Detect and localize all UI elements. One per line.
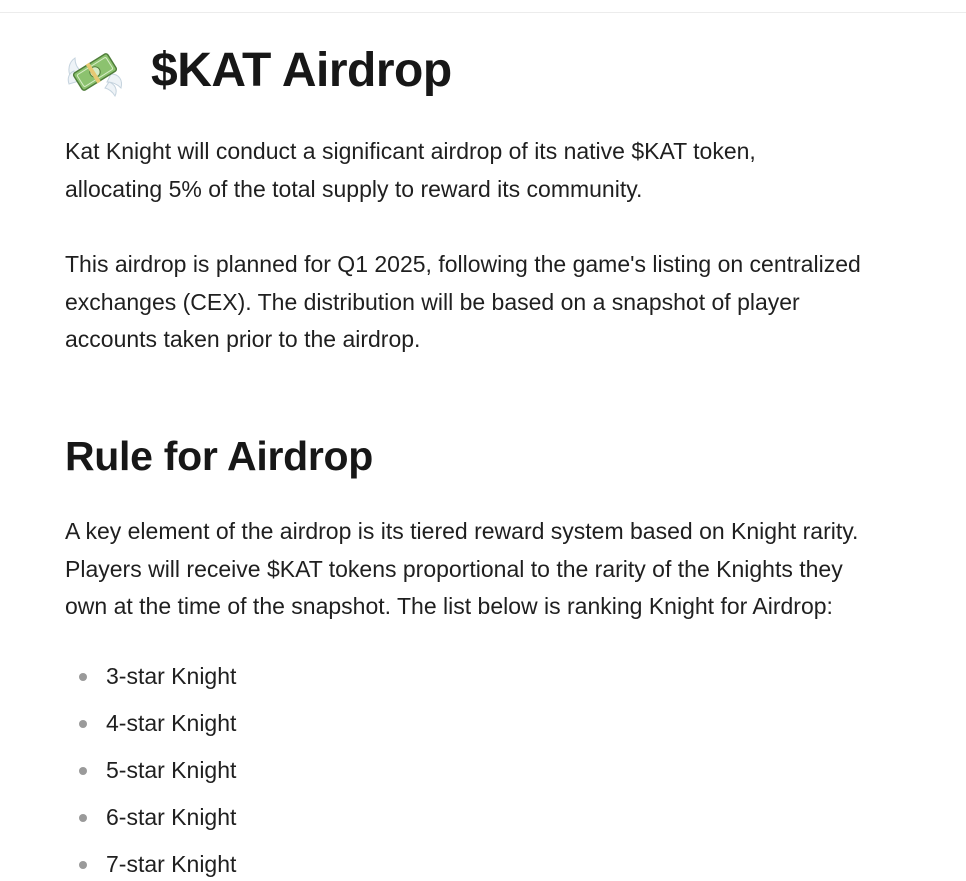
money-with-wings-icon [65, 40, 125, 100]
list-item [65, 794, 236, 841]
bullet-icon [79, 767, 87, 775]
list-item-label: 4-star Knight [106, 710, 237, 736]
intro-line: allocating 5% of the total supply to reward its community. [65, 175, 643, 202]
list-item [65, 700, 236, 747]
list-item-label: 6-star Knight [106, 804, 237, 830]
list-item [65, 653, 236, 700]
schedule-paragraph [65, 246, 945, 359]
right-wing [105, 74, 122, 96]
list-item [65, 747, 236, 794]
title-row [65, 38, 452, 102]
list-item [65, 841, 236, 881]
knight-ranking-list [65, 653, 236, 881]
top-divider [0, 12, 966, 13]
rules-paragraph [65, 513, 945, 626]
page-title: $KAT Airdrop [151, 43, 452, 97]
bullet-icon [79, 720, 87, 728]
bullet-icon [79, 673, 87, 681]
bullet-icon [79, 814, 87, 822]
bullet-icon [79, 861, 87, 869]
rules-line: Players will receive $KAT tokens proportional to the rarity of the Knights they [65, 555, 843, 582]
intro-paragraph [65, 133, 945, 208]
rules-line: own at the time of the snapshot. The list below is ranking Knight for Airdrop: [65, 593, 833, 619]
list-item-label: 7-star Knight [106, 851, 237, 877]
schedule-line: exchanges (CEX). The distribution will be based on a snapshot of player [65, 288, 800, 315]
schedule-line: accounts taken prior to the airdrop. [65, 326, 421, 352]
schedule-line: This airdrop is planned for Q1 2025, following the game's listing on centralized [65, 251, 861, 277]
rules-line: A key element of the airdrop is its tiered reward system based on Knight rarity. [65, 518, 859, 544]
list-item-label: 3-star Knight [106, 663, 237, 689]
list-item-label: 5-star Knight [106, 757, 237, 783]
section-heading-rules: Rule for Airdrop [65, 433, 374, 479]
intro-line: Kat Knight will conduct a significant airdrop of its native $KAT token, [65, 138, 756, 164]
